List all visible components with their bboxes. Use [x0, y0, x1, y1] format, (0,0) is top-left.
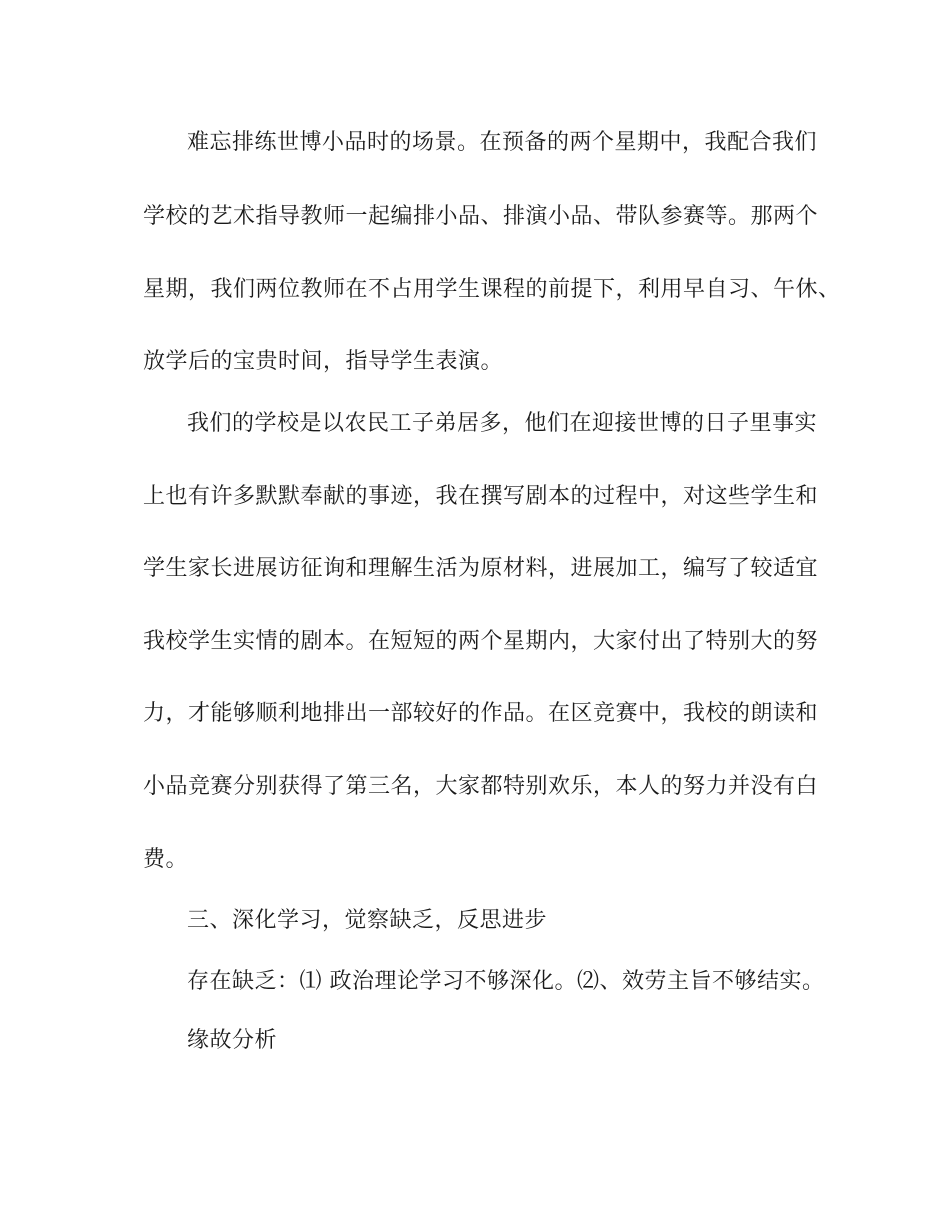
paragraph-2-line-3: 学生家长进展访征询和理解生活为原材料，进展加工，编写了较适宜 — [143, 556, 819, 581]
paragraph-1-line-3: 星期，我们两位教师在不占用学生课程的前提下，利用早自习、午休、 — [143, 277, 841, 302]
paragraph-2-line-4: 我校学生实情的剧本。在短短的两个星期内，大家付出了特别大的努 — [143, 629, 819, 654]
paragraph-2-line-1: 我们的学校是以农民工子弟居多，他们在迎接世博的日子里事实 — [187, 411, 818, 436]
paragraph-2-line-5: 力，才能够顺利地排出一部较好的作品。在区竞赛中，我校的朗读和 — [143, 701, 819, 726]
paragraph-1-line-1: 难忘排练世博小品时的场景。在预备的两个星期中，我配合我们 — [187, 130, 818, 155]
paragraph-2-line-2: 上也有许多默默奉献的事迹，我在撰写剧本的过程中，对这些学生和 — [143, 484, 819, 509]
paragraph-1-line-2: 学校的艺术指导教师一起编排小品、排演小品、带队参赛等。那两个 — [143, 204, 819, 229]
section-heading: 三、深化学习，觉察缺乏，反思进步 — [187, 908, 548, 933]
shortcomings-line: 存在缺乏：⑴ 政治理论学习不够深化。⑵、效劳主旨不够结实。 — [187, 969, 825, 994]
paragraph-1-line-4: 放学后的宝贵时间，指导学生表演。 — [143, 349, 504, 374]
paragraph-2-line-7: 费。 — [143, 847, 189, 872]
cause-analysis-line: 缘故分析 — [187, 1028, 278, 1053]
paragraph-2-line-6: 小品竞赛分别获得了第三名，大家都特别欢乐，本人的努力并没有白 — [143, 774, 819, 799]
